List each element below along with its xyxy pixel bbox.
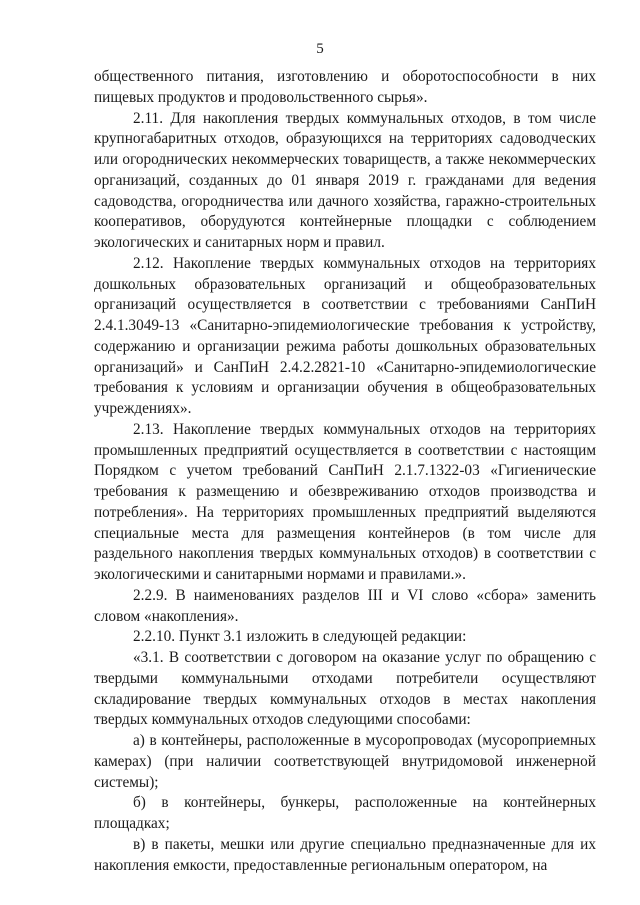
- page-number: 5: [316, 41, 324, 57]
- document-body: [94, 67, 596, 876]
- paragraph-3-1: «3.1. В соответствии с договором на оказание услуг по обращению с твердыми коммунальными отходами потребители осуществляют складирование твердых коммунальных отходов в местах накопления твердых коммунальных отходов следующими способами:: [94, 649, 596, 729]
- paragraph-continuation: общественного питания, изготовлению и оборотоспособности в них пищевых продуктов и продовольственного сырья».: [94, 68, 596, 106]
- paragraph-2-13: 2.13. Накопление твердых коммунальных отходов на территориях промышленных предприятий осуществляется в соответствии с настоящим Порядком с учетом требований СанПиН 2.1.7.1322-03 «Гигиенические требования к размещению и обезвреживанию отходов производства и потребления». На территориях промышленных предприятий выделяются специальные места для размещения контейнеров (в том числе для раздельного накопления твердых коммунальных отходов) в соответствии с экологическими и санитарными нормами и правилами.».: [94, 420, 596, 583]
- paragraph-2-12: 2.12. Накопление твердых коммунальных отходов на территориях дошкольных образовательных организаций и общеобразовательных организаций осуществляется в соответствии с требованиями СанПиН 2.4.1.3049-13 «Санитарно-эпидемиологические требования к устройству, содержанию и организации режима работы дошкольных образовательных организаций» и СанПиН 2.4.2.2821-10 «Санитарно-эпидемиологические требования к условиям и организации обучения в общеобразовательных учреждениях».: [94, 254, 596, 417]
- paragraph-2-2-10: 2.2.10. Пункт 3.1 изложить в следующей редакции:: [133, 628, 467, 646]
- list-item-a: а) в контейнеры, расположенные в мусоропроводах (мусороприемных камерах) (при наличии соответствующей внутридомовой инженерной системы);: [94, 732, 596, 791]
- paragraph-2-2-9: 2.2.9. В наименованиях разделов III и VI слово «сбора» заменить словом «накопления».: [94, 586, 596, 625]
- list-item-b: б) в контейнеры, бункеры, расположенные на контейнерных площадках;: [94, 794, 596, 832]
- paragraph-2-11: 2.11. Для накопления твердых коммунальных отходов, в том числе крупногабаритных отходов, образующихся на территориях садоводческих или огороднических некоммерческих товариществ, а также некоммерческих организаций, созданных до 01 января 2019 г. гражданами для ведения садоводства, огородничества или дачного хозяйства, гаражно-строительных кооперативов, оборудуются контейнерные площадки с соблюдением экологических и санитарных норм и правил.: [94, 109, 596, 251]
- list-item-v: в) в пакеты, мешки или другие специально предназначенные для их накопления емкости, предоставленные региональным оператором, на: [94, 835, 596, 874]
